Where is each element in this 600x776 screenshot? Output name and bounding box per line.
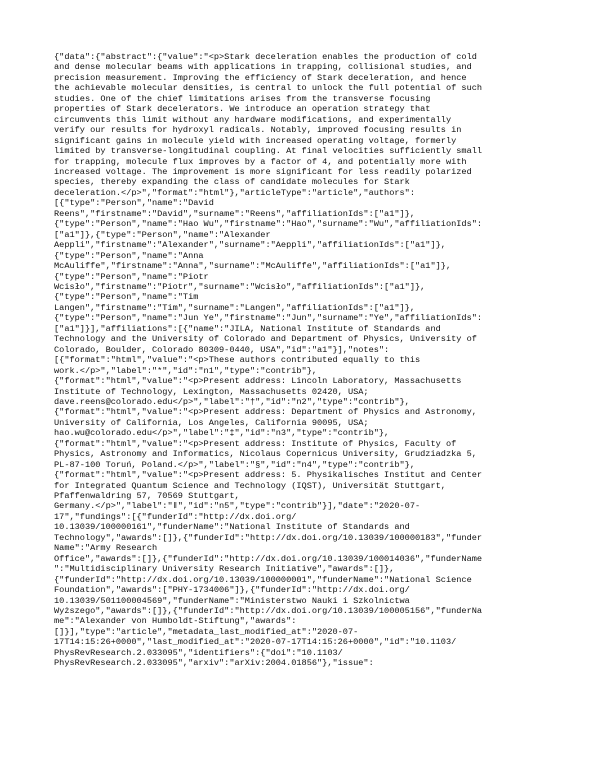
text-line: Wcisło","firstname":"Piotr","surname":"Wcisło","affiliationIds":["a1"]},: [54, 281, 426, 292]
text-line: {"format":"html","value":"<p>Present address: Institute of Physics, Faculty of: [54, 438, 457, 449]
text-line: Colorado, Boulder, Colorado 80309-0440, USA","id":"a1"}],"notes":: [54, 344, 390, 355]
text-line: University of California, Los Angeles, California 90095, USA;: [54, 417, 369, 428]
text-line: precision measurement. Improving the efficiency of Stark deceleration, and hence: [54, 72, 467, 83]
text-line: {"format":"html","value":"<p>Present address: Lincoln Laboratory, Massachusetts: [54, 376, 462, 387]
text-line: significant gains in molecule yield with increased operating voltage, formerly: [54, 135, 457, 146]
text-line: PL-87-100 Toruń, Poland.</p>","label":"§","id":"n4","type":"contrib"},: [54, 459, 415, 470]
text-line: deceleration.</p>","format":"html"},"articleType":"article","authors":: [54, 187, 415, 198]
text-line: Foundation","awards":["PHY-1734006"]},{"funderId":"http://dx.doi.org/: [54, 585, 410, 596]
document-page: [54, 52, 574, 669]
json-text-block: [54, 52, 574, 669]
text-line: [{"format":"html","value":"<p>These authors contributed equally to this: [54, 355, 421, 366]
text-line: {"type":"Person","name":"Anna: [54, 250, 204, 261]
text-line: []}],"type":"article","metadata_last_modified_at":"2020-07-: [54, 626, 359, 637]
text-line: Name":"Army Research: [54, 543, 158, 554]
text-line: Langen","firstname":"Tim","surname":"Langen","affiliationIds":["a1"]},: [54, 302, 415, 313]
text-line: {"type":"Person","name":"Piotr: [54, 271, 209, 282]
text-line: Technology and the University of Colorado and Department of Physics, University of: [54, 334, 477, 345]
text-line: {"format":"html","value":"<p>Present address: 5. Physikalisches Institut and Center: [54, 470, 483, 481]
text-line: 17T14:15:26+0000","last_modified_at":"2020-07-17T14:15:26+0000","id":"10.1103/: [54, 637, 457, 648]
text-line: {"data":{"abstract":{"value":"<p>Stark deceleration enables the production of cold: [54, 52, 477, 62]
text-line: 10.13039/100000161","funderName":"National Institute of Standards and: [54, 522, 410, 533]
text-line: {"type":"Person","name":"Jun Ye","firstname":"Jun","surname":"Ye","affiliationIds":: [54, 313, 483, 324]
text-line: Physics, Astronomy and Informatics, Nicolaus Copernicus University, Grudziadzka 5,: [54, 449, 477, 460]
text-line: limited by transverse-longitudinal coupling. At final velocities sufficiently small: [54, 146, 483, 157]
text-line: Technology","awards":[]},{"funderId":"http://dx.doi.org/10.13039/100000183","funder: [54, 532, 483, 543]
text-line: Germany.</p>","label":"ǁ","id":"n5","type":"contrib"}],"date":"2020-07-: [54, 501, 421, 512]
text-line: ":"Multidisciplinary University Research Initiative","awards":[]},: [54, 564, 395, 575]
text-line: work.</p>","label":"*","id":"n1","type":"contrib"},: [54, 365, 318, 376]
text-line: {"format":"html","value":"<p>Present address: Department of Physics and Astronomy,: [54, 407, 477, 418]
text-line: increased voltage. The improvement is more significant for less readily polarized: [54, 166, 472, 177]
text-line: {"type":"Person","name":"Tim: [54, 292, 199, 303]
text-line: studies. One of the chief limitations arises from the transverse focusing: [54, 93, 431, 104]
text-line: dave.reens@colorado.edu</p>","label":"†","id":"n2","type":"contrib"},: [54, 396, 410, 407]
text-line: 17","fundings":[{"funderId":"http://dx.doi.org/: [54, 511, 297, 522]
text-line: PhysRevResearch.2.033095","arxiv":"arXiv:2004.01856"},"issue":: [54, 658, 374, 669]
text-line: verify our results for hydroxyl radicals. Notably, improved focusing results in: [54, 125, 462, 136]
text-line: Aeppli","firstname":"Alexander","surname":"Aeppli","affiliationIds":["a1"]},: [54, 240, 446, 251]
text-line: species, thereby expanding the class of candidate molecules for Stark: [54, 177, 410, 188]
text-line: ["a1"]},{"type":"Person","name":"Alexander: [54, 229, 271, 240]
text-line: Institute of Technology, Lexington, Massachusetts 02420, USA;: [54, 386, 369, 397]
text-line: [{"type":"Person","name":"David: [54, 198, 214, 209]
text-line: McAuliffe","firstname":"Anna","surname":"McAuliffe","affiliationIds":["a1"]},: [54, 261, 452, 272]
text-line: {"funderId":"http://dx.doi.org/10.13039/100000001","funderName":"National Science: [54, 574, 472, 585]
text-line: circumvents this limit without any hardware modifications, and experimentally: [54, 114, 452, 125]
text-line: me":"Alexander von Humboldt-Stiftung","awards":: [54, 616, 297, 627]
text-line: hao.wu@colorado.edu</p>","label":"‡","id":"n3","type":"contrib"},: [54, 428, 390, 439]
text-line: properties of Stark decelerators. We introduce an operation strategy that: [54, 104, 431, 115]
text-line: the achievable molecular densities, is central to unlock the full potential of such: [54, 83, 483, 94]
text-line: Wyższego","awards":[]},{"funderId":"http://dx.doi.org/10.13039/100005156","funderNa: [54, 606, 483, 617]
text-line: 10.13039/501100004569","funderName":"Ministerstwo Nauki i Szkolnictwa: [54, 595, 410, 606]
text-line: ["a1"]}],"affiliations":[{"name":"JILA, National Institute of Standards and: [54, 323, 441, 334]
text-line: and dense molecular beams with applications in trapping, collisional studies, and: [54, 62, 472, 73]
text-line: Pfaffenwaldring 57, 70569 Stuttgart,: [54, 491, 240, 502]
text-line: for Integrated Quantum Science and Technology (IQST), Universität Stuttgart,: [54, 480, 446, 491]
text-line: for trapping, molecule flux improves by a factor of 4, and potentially more with: [54, 156, 467, 167]
text-line: Office","awards":[]},{"funderId":"http://dx.doi.org/10.13039/100014036","funderName: [54, 553, 483, 564]
text-line: Reens","firstname":"David","surname":"Reens","affiliationIds":["a1"]},: [54, 208, 415, 219]
text-line: {"type":"Person","name":"Hao Wu","firstname":"Hao","surname":"Wu","affiliationIds":: [54, 219, 483, 230]
text-line: PhysRevResearch.2.033095","identifiers":{"doi":"10.1103/: [54, 647, 343, 658]
